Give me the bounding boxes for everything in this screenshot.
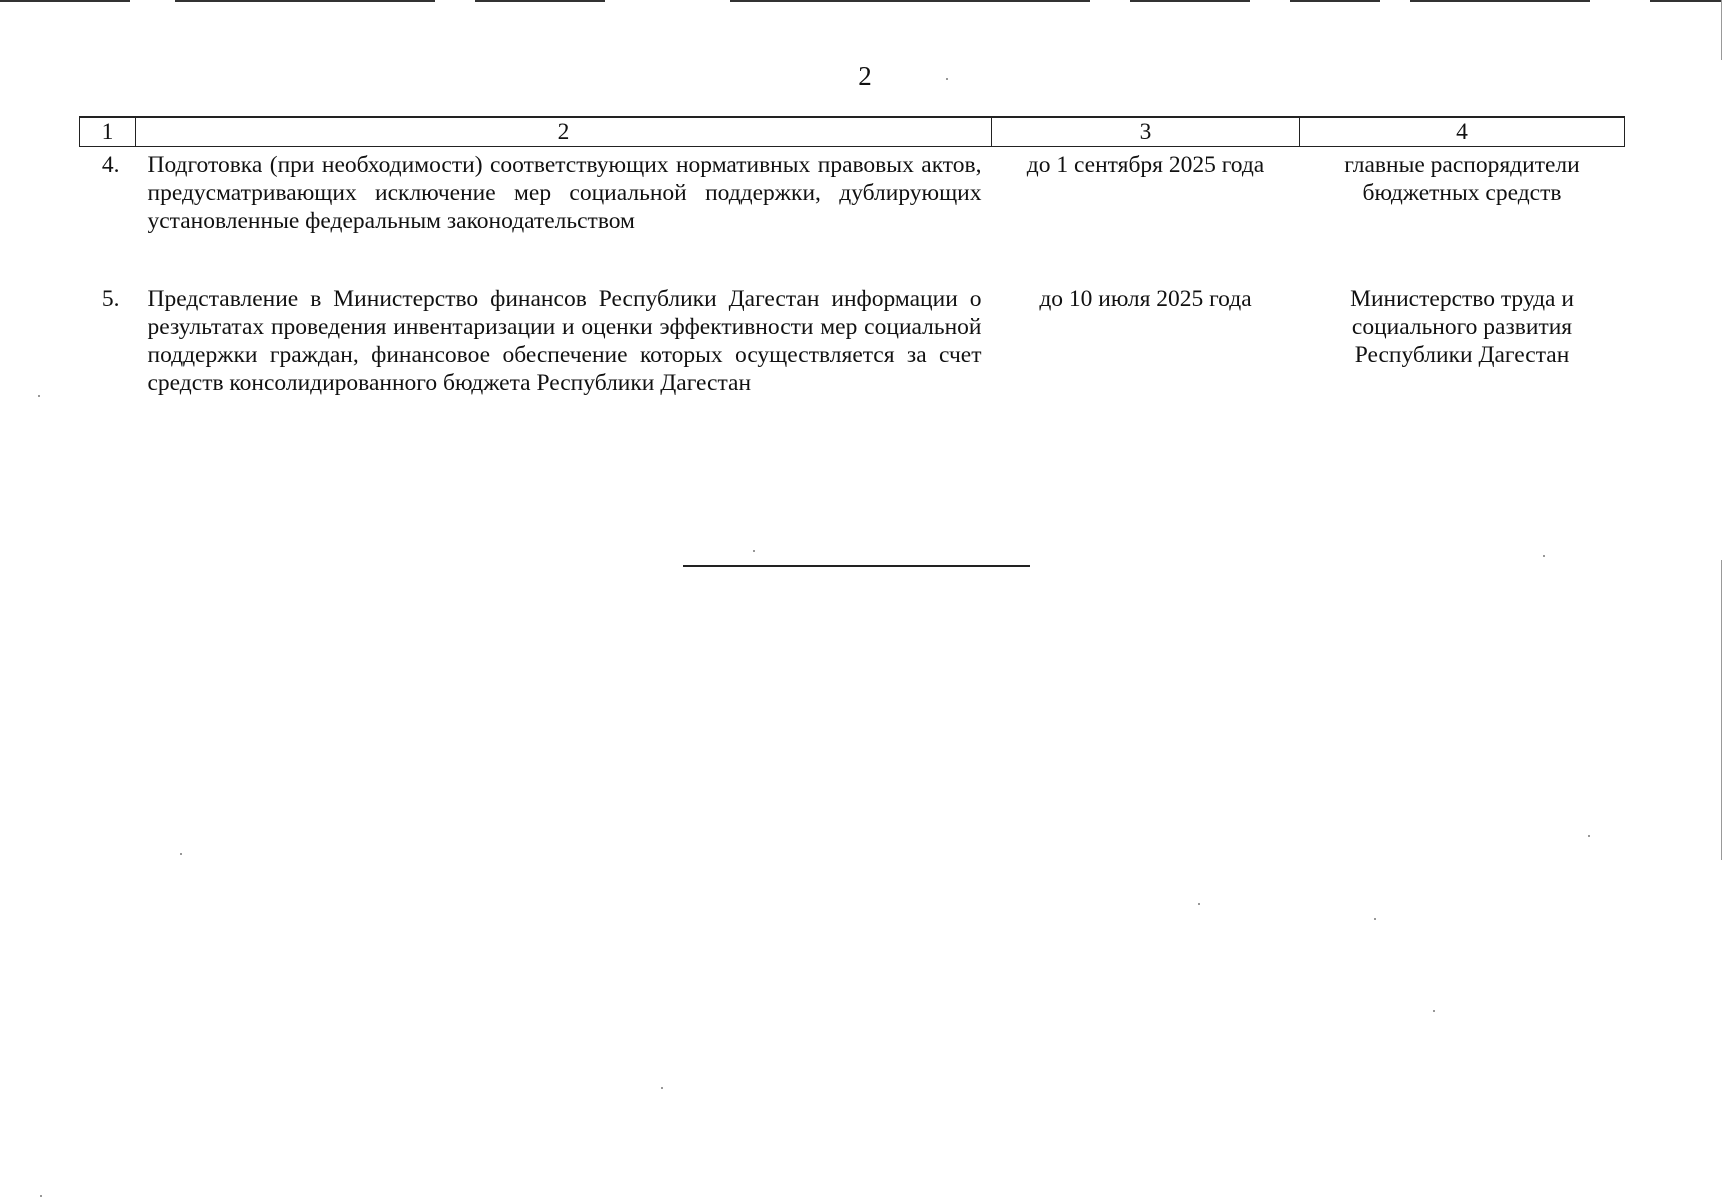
measure-description: Представление в Министерство финансов Республики Дагестан информации о результатах проведения инвентаризации и оценки эффективности мер социальной поддержки граждан, финансовое обеспечение которых осуществляется за счет средств консолидированного бюджета Республики Дагестан bbox=[147, 286, 982, 396]
table-row bbox=[80, 285, 1625, 435]
column-number-1: 1 bbox=[80, 117, 136, 147]
column-number-2: 2 bbox=[136, 117, 992, 147]
scan-speck bbox=[1433, 1010, 1435, 1012]
column-number-3: 3 bbox=[992, 117, 1300, 147]
scan-edge-line bbox=[1650, 0, 1722, 2]
scan-speck bbox=[1198, 903, 1200, 905]
scan-speck bbox=[1543, 555, 1545, 557]
scan-speck bbox=[40, 1195, 42, 1197]
closing-separator-line bbox=[683, 565, 1030, 567]
measure-description: Подготовка (при необходимости) соответствующих нормативных правовых актов, предусматривающих исключение мер социальной поддержки, дублирующих установленные федеральным законодательством bbox=[147, 152, 982, 234]
page-number: 2 bbox=[858, 61, 872, 91]
scan-edge-line bbox=[175, 0, 435, 2]
scan-edge-line bbox=[1410, 0, 1590, 2]
scan-speck bbox=[1374, 918, 1376, 920]
measures-table bbox=[79, 116, 1625, 435]
column-number-4: 4 bbox=[1300, 117, 1625, 147]
deadline: до 10 июля 2025 года bbox=[1039, 286, 1252, 312]
responsible-party: Министерство труда и социального развития Республики Дагестан bbox=[1350, 286, 1574, 368]
scan-speck bbox=[38, 395, 40, 397]
scan-speck bbox=[661, 1087, 663, 1089]
responsible-party: главные распорядители бюджетных средств bbox=[1344, 152, 1580, 206]
scan-edge-line bbox=[730, 0, 1090, 2]
scan-edge-line bbox=[1290, 0, 1380, 2]
deadline: до 1 сентября 2025 года bbox=[1026, 152, 1265, 178]
scan-speck bbox=[180, 853, 182, 855]
scan-edge-line bbox=[475, 0, 605, 2]
table-row bbox=[80, 147, 1625, 286]
row-number: 5. bbox=[101, 286, 120, 312]
row-number: 4. bbox=[101, 152, 120, 178]
scan-edge-line bbox=[0, 0, 130, 2]
scan-edge-line bbox=[1130, 0, 1250, 2]
scan-speck bbox=[1588, 835, 1590, 837]
scan-speck bbox=[753, 550, 755, 552]
column-number-row bbox=[80, 117, 1625, 147]
